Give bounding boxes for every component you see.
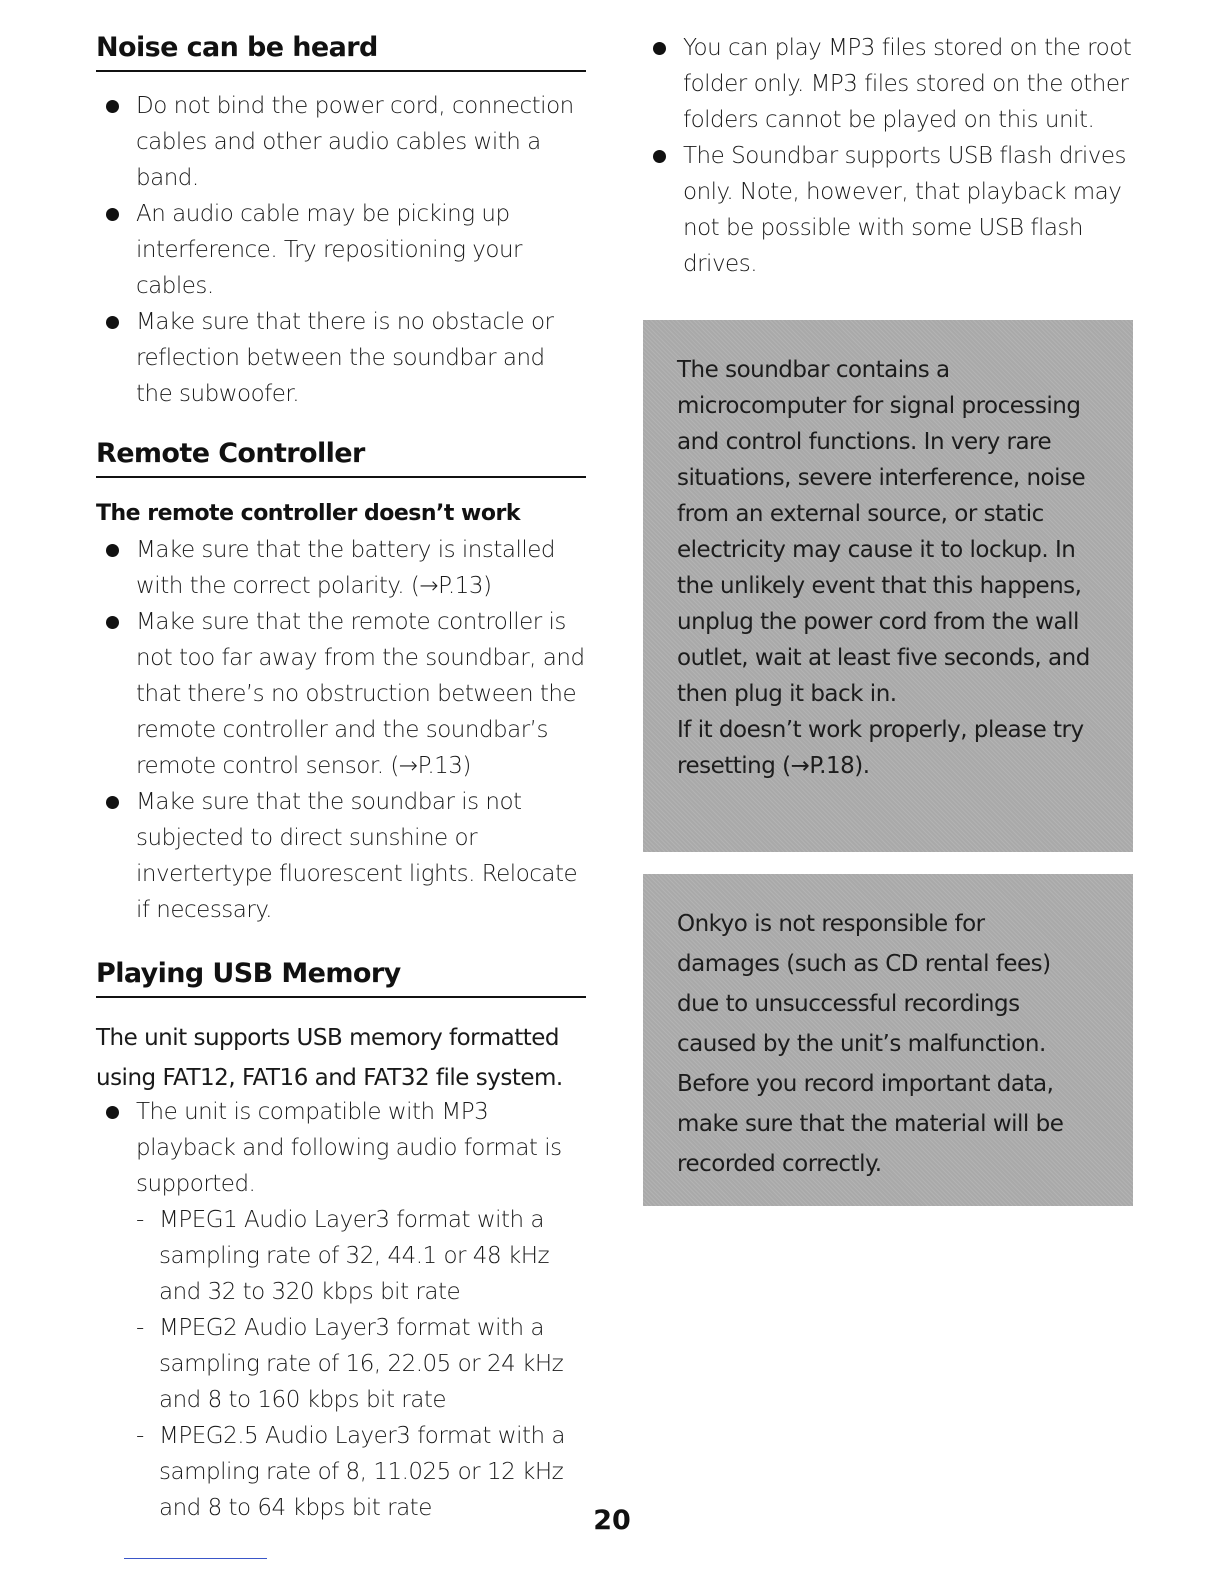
usb-list <box>96 1094 586 1526</box>
remote-item-3: Make sure that the soundbar is not subjected to direct sunshine or invertertype fluorescent lights. Relocate if necessary. <box>136 789 578 923</box>
bullet-icon <box>106 544 119 557</box>
left-column <box>96 28 586 1526</box>
list-item <box>96 1094 586 1526</box>
noise-item-3: Make sure that there is no obstacle or reflection between the soundbar and the subwoofer. <box>136 309 554 407</box>
list-item <box>136 1310 586 1418</box>
list-item <box>96 88 586 196</box>
heading-remote: Remote Controller <box>96 434 586 478</box>
noise-list <box>96 88 586 412</box>
list-item <box>96 532 586 604</box>
format-item-1: MPEG1 Audio Layer3 format with a sampling rate of 32, 44.1 or 48 kHz and 32 to 320 kbps bit rate <box>159 1207 550 1305</box>
list-item <box>643 138 1133 282</box>
footer-rule <box>124 1558 267 1559</box>
usb-more-item-1: You can play MP3 files stored on the root folder only. MP3 files stored on the other folders cannot be played on this unit. <box>683 35 1132 133</box>
usb-more-list <box>643 30 1133 282</box>
page-number: 20 <box>593 1505 631 1536</box>
dash-mark: - <box>136 1423 144 1449</box>
noise-item-2: An audio cable may be picking up interference. Try repositioning your cables. <box>136 201 522 299</box>
heading-usb: Playing USB Memory <box>96 954 586 998</box>
dash-mark: - <box>136 1207 144 1233</box>
section-noise <box>96 28 586 412</box>
notice-box-lockup <box>643 320 1133 852</box>
remote-list <box>96 532 586 928</box>
remote-item-1: Make sure that the battery is installed with the correct polarity. (→P.13) <box>136 537 555 599</box>
bullet-icon <box>106 100 119 113</box>
list-item <box>96 304 586 412</box>
format-list <box>136 1202 586 1526</box>
bullet-icon <box>106 208 119 221</box>
subheading-remote: The remote controller doesn’t work <box>96 501 520 526</box>
bullet-icon <box>106 796 119 809</box>
bullet-icon <box>106 1106 119 1119</box>
notice-box-liability <box>643 874 1133 1206</box>
notice-reset-text: If it doesn’t work properly, please try resetting (→P.18). <box>677 717 1084 779</box>
list-item <box>96 604 586 784</box>
list-item <box>96 196 586 304</box>
list-item <box>643 30 1133 138</box>
format-item-3: MPEG2.5 Audio Layer3 format with a sampling rate of 8, 11.025 or 12 kHz and 8 to 64 kbps bit rate <box>159 1423 565 1521</box>
notice-liability-text: Onkyo is not responsible for damages (such as CD rental fees) due to unsuccessful recordings caused by the unit’s malfunction. Before you record important data, make sure that the material will be recorded correctly. <box>677 911 1064 1177</box>
noise-item-1: Do not bind the power cord, connection cables and other audio cables with a band. <box>136 93 574 191</box>
usb-compat: The unit is compatible with MP3 playback and following audio format is supported. <box>136 1099 562 1197</box>
list-item <box>96 784 586 928</box>
format-item-2: MPEG2 Audio Layer3 format with a sampling rate of 16, 22.05 or 24 kHz and 8 to 160 kbps bit rate <box>159 1315 564 1413</box>
bullet-icon <box>106 316 119 329</box>
usb-more-item-2: The Soundbar supports USB flash drives only. Note, however, that playback may not be possible with some USB flash drives. <box>683 143 1127 277</box>
bullet-icon <box>106 616 119 629</box>
bullet-icon <box>653 42 666 55</box>
right-column <box>643 28 1133 1206</box>
section-remote <box>96 434 586 928</box>
remote-item-2: Make sure that the remote controller is not too far away from the soundbar, and that there’s no obstruction between the remote controller and the soundbar’s remote control sensor. (→P.13) <box>136 609 585 779</box>
bullet-icon <box>653 150 666 163</box>
section-usb <box>96 954 586 1526</box>
notice-lockup-text: The soundbar contains a microcomputer for signal processing and control functions. In very rare situations, severe interference, noise from an external source, or static electricity may cause it to lockup. In the unlikely event that this happens, unplug the power cord from the wall outlet, wait at least five seconds, and then plug it back in. <box>677 357 1090 707</box>
heading-noise: Noise can be heard <box>96 28 586 72</box>
dash-mark: - <box>136 1315 144 1341</box>
usb-intro: The unit supports USB memory formatted using FAT12, FAT16 and FAT32 file system. <box>96 1025 563 1091</box>
list-item <box>136 1202 586 1310</box>
